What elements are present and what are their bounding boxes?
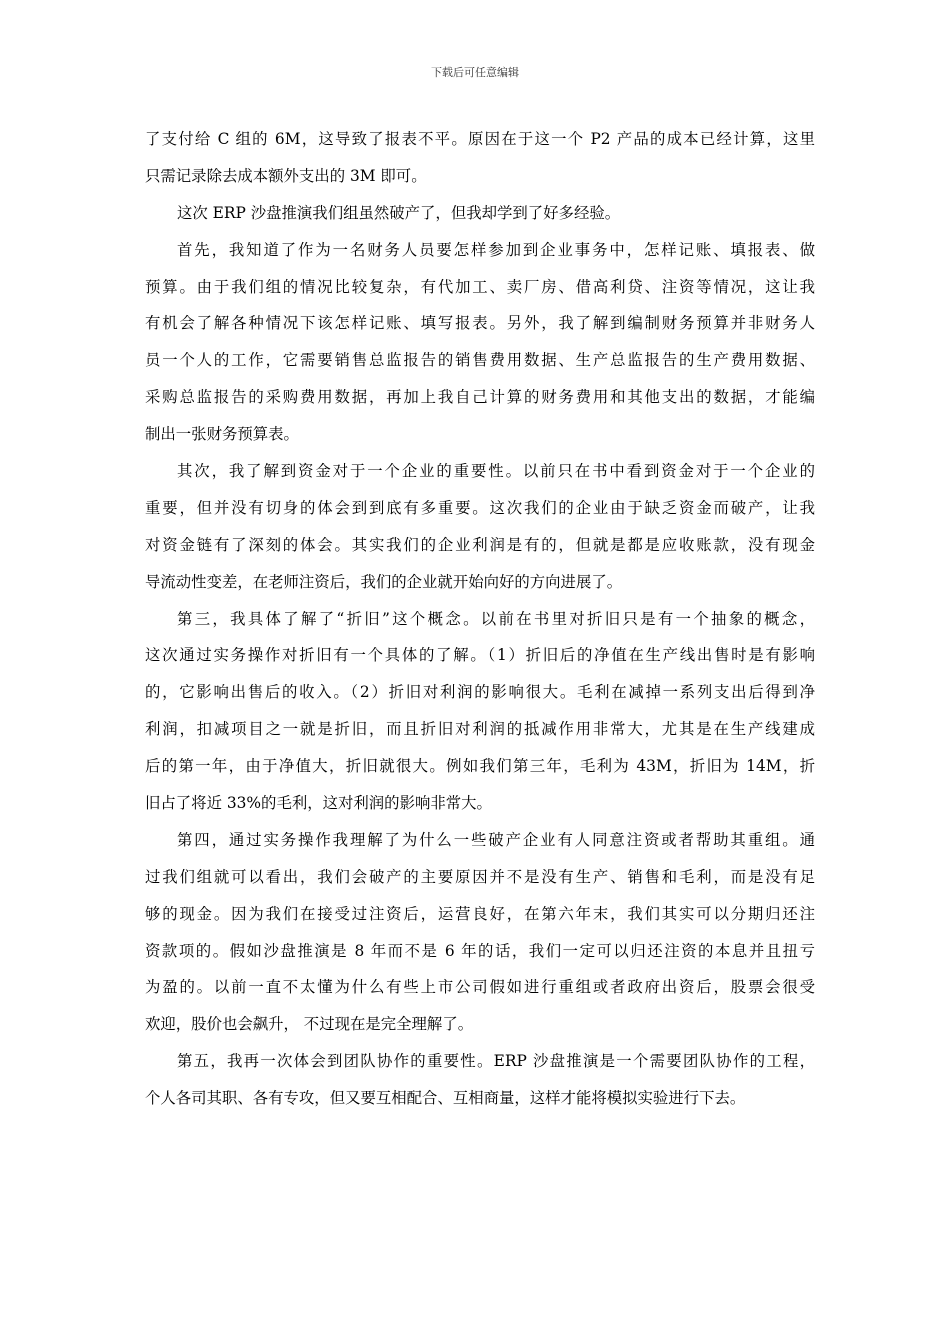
document-body xyxy=(145,121,815,1117)
text-line: 导流动性变差，在老师注资后，我们的企业就开始向好的方向进展了。 xyxy=(145,572,623,591)
text-line: 的，它影响出售后的收入。（2）折旧对利润的影响很大。毛利在减掉一系列支出后得到净 xyxy=(145,683,815,702)
text-line: 这次通过实务操作对折旧有一个具体的了解。（1）折旧后的净值在生产线出售时是有影响 xyxy=(145,646,815,665)
text-line: 资款项的。假如沙盘推演是 8 年而不是 6 年的话，我们一定可以归还注资的本息并且扭亏 xyxy=(145,941,815,960)
text-line: 了支付给 C 组的 6M，这导致了报表不平。原因在于这一个 P2 产品的成本已经计算，这里 xyxy=(145,130,815,148)
text-line: 欢迎，股价也会飙升， 不过现在是完全理解了。 xyxy=(145,1015,474,1034)
paragraph-first-line: 这次 ERP 沙盘推演我们组虽然破产了，但我却学到了好多经验。 xyxy=(177,203,621,222)
paragraph-first-line: 其次，我了解到资金对于一个企业的重要性。以前只在书中看到资金对于一个企业的 xyxy=(177,462,815,481)
text-line: 重要，但并没有切身的体会到到底有多重要。这次我们的企业由于缺乏资金而破产，让我 xyxy=(145,498,815,517)
paragraph-first-line: 第三，我具体了解了“折旧”这个概念。以前在书里对折旧只是有一个抽象的概念， xyxy=(177,609,815,628)
text-line: 只需记录除去成本额外支出的 3M 即可。 xyxy=(145,166,427,185)
text-line: 为盈的。以前一直不太懂为什么有些上市公司假如进行重组或者政府出资后，股票会很受 xyxy=(145,978,815,997)
text-line: 后的第一年，由于净值大，折旧就很大。例如我们第三年，毛利为 43M，折旧为 14M，折 xyxy=(145,757,815,776)
paragraph-first-line: 第五，我再一次体会到团队协作的重要性。ERP 沙盘推演是一个需要团队协作的工程， xyxy=(177,1052,815,1071)
page-header: 下载后可任意编辑 xyxy=(431,66,519,79)
text-line: 够的现金。因为我们在接受过注资后，运营良好，在第六年末，我们其实可以分期归还注 xyxy=(145,904,815,923)
text-line: 有机会了解各种情况下该怎样记账、填写报表。另外，我了解到编制财务预算并非财务人 xyxy=(145,314,815,333)
text-line: 员一个人的工作，它需要销售总监报告的销售费用数据、生产总监报告的生产费用数据、 xyxy=(145,351,815,370)
text-line: 预算。由于我们组的情况比较复杂，有代加工、卖厂房、借高利贷、注资等情况，这让我 xyxy=(145,277,815,296)
text-line: 旧占了将近 33%的毛利，这对利润的影响非常大。 xyxy=(145,794,492,813)
text-line: 利润，扣减项目之一就是折旧，而且折旧对利润的抵减作用非常大，尤其是在生产线建成 xyxy=(145,720,815,739)
text-line: 个人各司其职、各有专攻，但又要互相配合、互相商量，这样才能将模拟实验进行下去。 xyxy=(145,1089,746,1108)
paragraph-first-line: 第四，通过实务操作我理解了为什么一些破产企业有人同意注资或者帮助其重组。通 xyxy=(177,830,815,849)
text-line: 采购总监报告的采购费用数据，再加上我自己计算的财务费用和其他支出的数据，才能编 xyxy=(145,388,815,407)
text-line: 制出一张财务预算表。 xyxy=(145,425,299,444)
paragraph-first-line: 首先，我知道了作为一名财务人员要怎样参加到企业事务中，怎样记账、填报表、做 xyxy=(177,240,815,259)
text-line: 对资金链有了深刻的体会。其实我们的企业利润是有的，但就是都是应收账款，没有现金 xyxy=(145,535,815,554)
text-line: 过我们组就可以看出，我们会破产的主要原因并不是没有生产、销售和毛利，而是没有足 xyxy=(145,867,815,886)
